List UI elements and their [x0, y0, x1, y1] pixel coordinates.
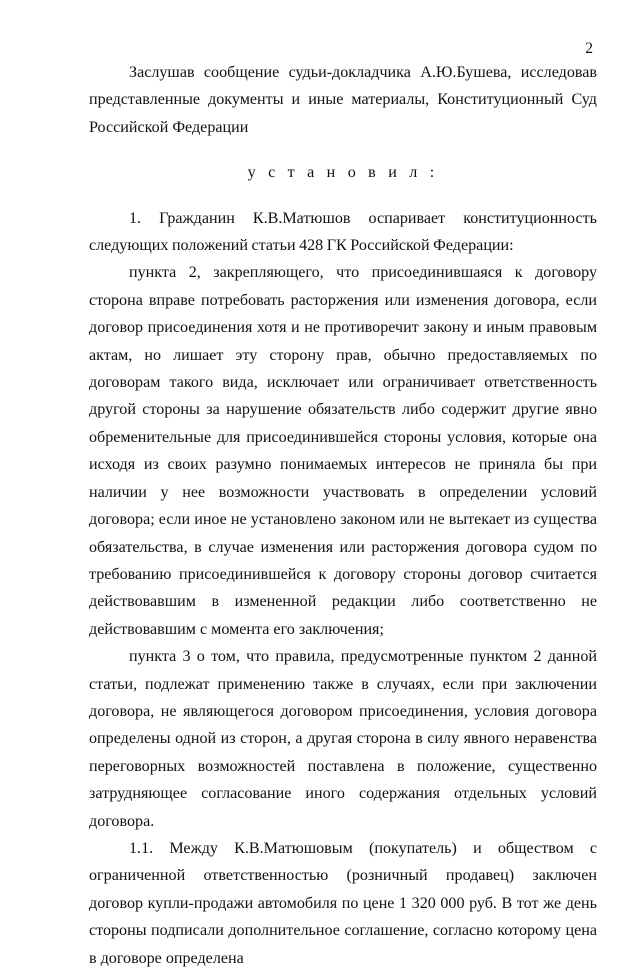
document-body — [89, 59, 597, 972]
paragraph-1: 1. Гражданин К.В.Матюшов оспаривает конституционность следующих положений статьи 428 ГК Российской Федерации: — [89, 209, 597, 255]
paragraph-4: 1.1. Между К.В.Матюшовым (покупатель) и обществом с ограниченной ответственностью (розничный продавец) заключен договор купли-продажи автомобиля по цене 1 320 000 руб. В тот же день стороны подписали дополнительное соглашение, согласно которому цена в договоре определена — [89, 839, 597, 967]
ruling-heading: у с т а н о в и л : — [247, 164, 439, 182]
page-number: 2 — [585, 40, 593, 57]
intro-paragraph: Заслушав сообщение судьи-докладчика А.Ю.Бушева, исследовав представленные документы и иные материалы, Конституционный Суд Российской Федерации — [89, 64, 597, 136]
paragraph-2: пункта 2, закрепляющего, что присоединившаяся к договору сторона вправе потребовать расторжения или изменения договора, если договор присоединения хотя и не противоречит закону и иным правовым актам, но лишает эту сторону прав, обычно предоставляемых по договорам такого вида, исключает или ограничивает ответственность другой стороны за нарушение обязательств либо содержит другие явно обременительные для присоединившейся стороны условия, которые она исходя из своих разумно понимаемых интересов не приняла бы при наличии у нее возможности участвовать в определении условий договора; если иное не установлено законом или не вытекает из существа обязательства, в случае изменения или расторжения договора судом по требованию присоединившейся к договору стороны договор считается действовавшим в измененной редакции либо соответственно не действовавшим с момента его заключения; — [89, 264, 597, 638]
paragraph-3: пункта 3 о том, что правила, предусмотренные пунктом 2 данной статьи, подлежат применению также в случаях, если при заключении договора, не являющегося договором присоединения, условия договора определены одной из сторон, а другая сторона в силу явного неравенства переговорных возможностей поставлена в положение, существенно затрудняющее согласование иного содержания отдельных условий договора. — [89, 648, 597, 830]
